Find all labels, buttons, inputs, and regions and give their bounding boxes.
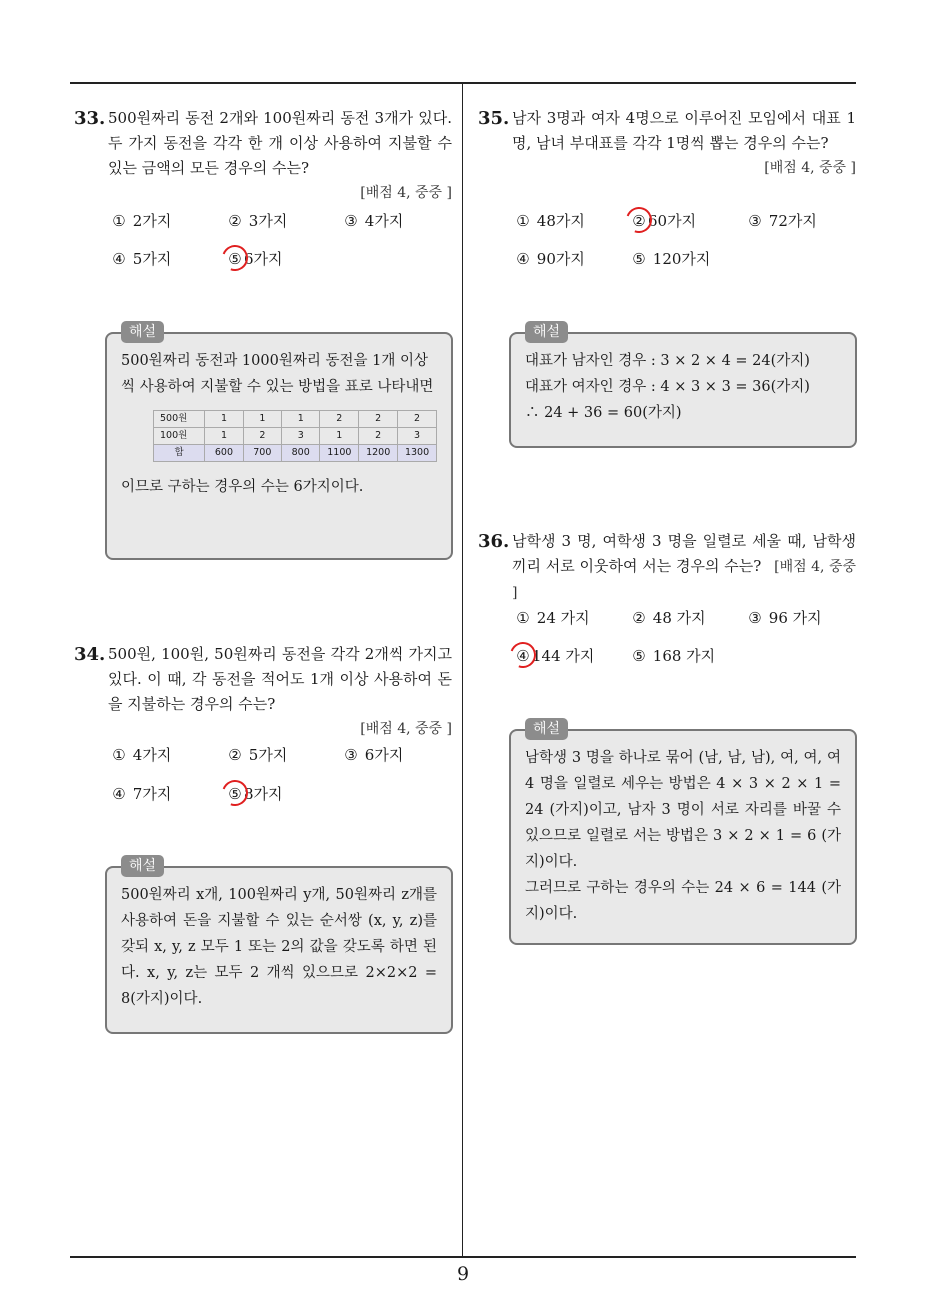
solution-conclusion: 그러므로 구하는 경우의 수는 24 × 6 = 144 (가지)이다. — [525, 880, 841, 922]
choice-2[interactable]: ② 60가지 — [630, 209, 696, 233]
selected-circle-icon: ⑤ — [226, 782, 244, 806]
solution-text: 남학생 3 명을 하나로 묶어 (남, 남, 남), 여, 여, 여 4 명을 일렬로 세우는 방법은 4 × 3 × 2 × 1 = 24 (가지)이고, 남자 3 명이 서로 자리를 바꿀 수 있으므로 일렬로 서는 방법은 3 × 2 × 1 = 6 (가지)이다. — [525, 750, 841, 870]
choice-3[interactable]: ③ 72가지 — [748, 212, 817, 230]
question-text: 500원, 100원, 50원짜리 동전을 각각 2개씩 가지고 있다. 이 때, 각 동전을 적어도 1개 이상 사용하여 돈을 지불하는 경우의 수는? [배점 4, 중중 ] — [108, 642, 452, 742]
question-36 — [478, 529, 856, 606]
choice-4[interactable]: ④ 90가지 — [516, 250, 585, 268]
choice-4[interactable]: ④ 7가지 — [112, 785, 172, 803]
question-text: 남학생 3 명, 여학생 3 명을 일렬로 세울 때, 남학생끼리 서로 이웃하여 서는 경우의 수는? [배점 4, 중중 ] — [512, 532, 856, 601]
solution-34 — [105, 858, 453, 1034]
question-meta: [배점 4, 중중 ] — [512, 559, 856, 601]
question-text: 500원짜리 동전 2개와 100원짜리 동전 3개가 있다. 두 가지 동전을 각각 한 개 이상 사용하여 지불할 수 있는 금액의 모든 경우의 수는? [배점 4, 중중 ] — [108, 106, 452, 206]
page-number: 9 — [456, 1263, 470, 1285]
column-divider — [462, 82, 463, 1256]
choice-4[interactable]: ④ 5가지 — [112, 250, 172, 268]
solution-line-1: 대표가 남자인 경우 : 3 × 2 × 4 = 24(가지) — [525, 353, 810, 369]
choice-3[interactable]: ③ 6가지 — [344, 746, 404, 764]
question-meta: [배점 4, 중중 ] — [360, 185, 452, 201]
question-number: 36. — [478, 531, 510, 552]
solution-line-3: ∴ 24 + 36 = 60(가지) — [525, 405, 682, 421]
choice-5[interactable]: ⑤ 168 가지 — [632, 647, 716, 665]
choice-5[interactable]: ⑤ 8가지 — [226, 782, 283, 806]
choice-3[interactable]: ③ 4가지 — [344, 212, 404, 230]
question-number: 33. — [74, 108, 106, 129]
choice-1[interactable]: ① 24 가지 — [516, 609, 590, 627]
choice-3[interactable]: ③ 96 가지 — [748, 609, 822, 627]
choice-5[interactable]: ⑤ 120가지 — [632, 250, 711, 268]
selected-circle-icon: ④ — [514, 644, 532, 668]
question-35 — [478, 106, 856, 181]
choice-1[interactable]: ① 4가지 — [112, 746, 172, 764]
solution-text: 500원짜리 x개, 100원짜리 y개, 50원짜리 z개를 사용하여 돈을 지불할 수 있는 순서쌍 (x, y, z)를 갖되 x, y, z 모두 1 또는 2의 값을 갖도록 하면 된다. x, y, z는 모두 2 개씩 있으므로 2×2×2 = 8(가지)이다. — [121, 887, 437, 1007]
choice-4[interactable]: ④ 144 가지 — [514, 644, 594, 668]
question-34 — [74, 642, 452, 742]
question-33 — [74, 106, 452, 206]
solution-tag: 해설 — [525, 321, 568, 343]
solution-conclusion: 이므로 구하는 경우의 수는 6가지이다. — [121, 479, 364, 495]
choice-5[interactable]: ⑤ 6가지 — [226, 247, 283, 271]
solution-text: 500원짜리 동전과 1000원짜리 동전을 1개 이상씩 사용하여 지불할 수 있는 방법을 표로 나타내면 — [121, 353, 434, 395]
solution-tag: 해설 — [121, 855, 164, 877]
question-number: 34. — [74, 644, 106, 665]
selected-circle-icon: ⑤ — [226, 247, 244, 271]
solution-36 — [509, 721, 857, 945]
choice-1[interactable]: ① 48가지 — [516, 212, 585, 230]
selected-circle-icon: ② — [630, 209, 648, 233]
solution-line-2: 대표가 여자인 경우 : 4 × 3 × 3 = 36(가지) — [525, 379, 810, 395]
solution-33 — [105, 324, 453, 560]
choice-2[interactable]: ② 5가지 — [228, 746, 288, 764]
coin-table: 500원 1 1 1 2 2 2 100원 1 2 3 1 2 3 합 600 700 800 1100 1200 1300 — [153, 410, 437, 462]
choice-2[interactable]: ② 48 가지 — [632, 609, 706, 627]
bottom-rule — [70, 1256, 856, 1258]
question-text: 남자 3명과 여자 4명으로 이루어진 모임에서 대표 1명, 남녀 부대표를 각각 1명씩 뽑는 경우의 수는? [배점 4, 중중 ] — [512, 106, 856, 181]
solution-35 — [509, 324, 857, 448]
choice-1[interactable]: ① 2가지 — [112, 212, 172, 230]
question-meta: [배점 4, 중중 ] — [360, 721, 452, 737]
solution-tag: 해설 — [525, 718, 568, 740]
question-number: 35. — [478, 108, 510, 129]
question-meta: [배점 4, 중중 ] — [764, 160, 856, 176]
solution-tag: 해설 — [121, 321, 164, 343]
choice-2[interactable]: ② 3가지 — [228, 212, 288, 230]
